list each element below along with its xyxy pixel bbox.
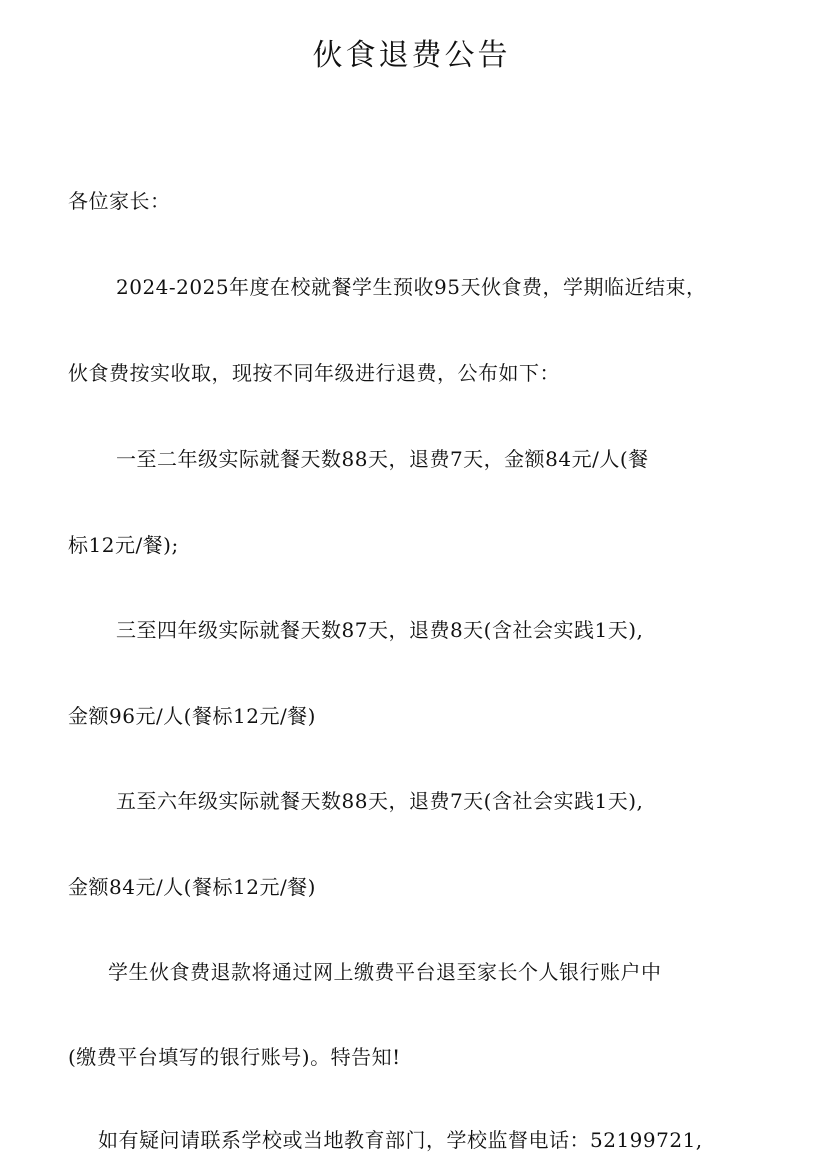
paragraph-line-2: 伙食费按实收取，现按不同年级进行退费，公布如下： bbox=[68, 361, 560, 385]
paragraph-line-10: (缴费平台填写的银行账号)。特告知! bbox=[68, 1045, 401, 1069]
paragraph-line-5: 三至四年级实际就餐天数87天，退费8天(含社会实践1天), bbox=[116, 618, 644, 642]
paragraph-line-3: 一至二年级实际就餐天数88天，退费7天，金额84元/人(餐 bbox=[116, 447, 649, 471]
paragraph-line-11: 如有疑问请联系学校或当地教育部门，学校监督电话：52199721, bbox=[98, 1128, 703, 1152]
paragraph-line-6: 金额96元/人(餐标12元/餐) bbox=[68, 704, 316, 728]
paragraph-line-7: 五至六年级实际就餐天数88天，退费7天(含社会实践1天), bbox=[116, 789, 644, 813]
paragraph-line-1: 2024-2025年度在校就餐学生预收95天伙食费，学期临近结束， bbox=[116, 275, 707, 299]
salutation: 各位家长： bbox=[68, 189, 171, 213]
paragraph-line-9: 学生伙食费退款将通过网上缴费平台退至家长个人银行账户中 bbox=[108, 960, 662, 984]
paragraph-line-4: 标12元/餐); bbox=[68, 533, 179, 557]
document-title: 伙食退费公告 bbox=[312, 38, 511, 73]
paragraph-line-8: 金额84元/人(餐标12元/餐) bbox=[68, 875, 316, 899]
